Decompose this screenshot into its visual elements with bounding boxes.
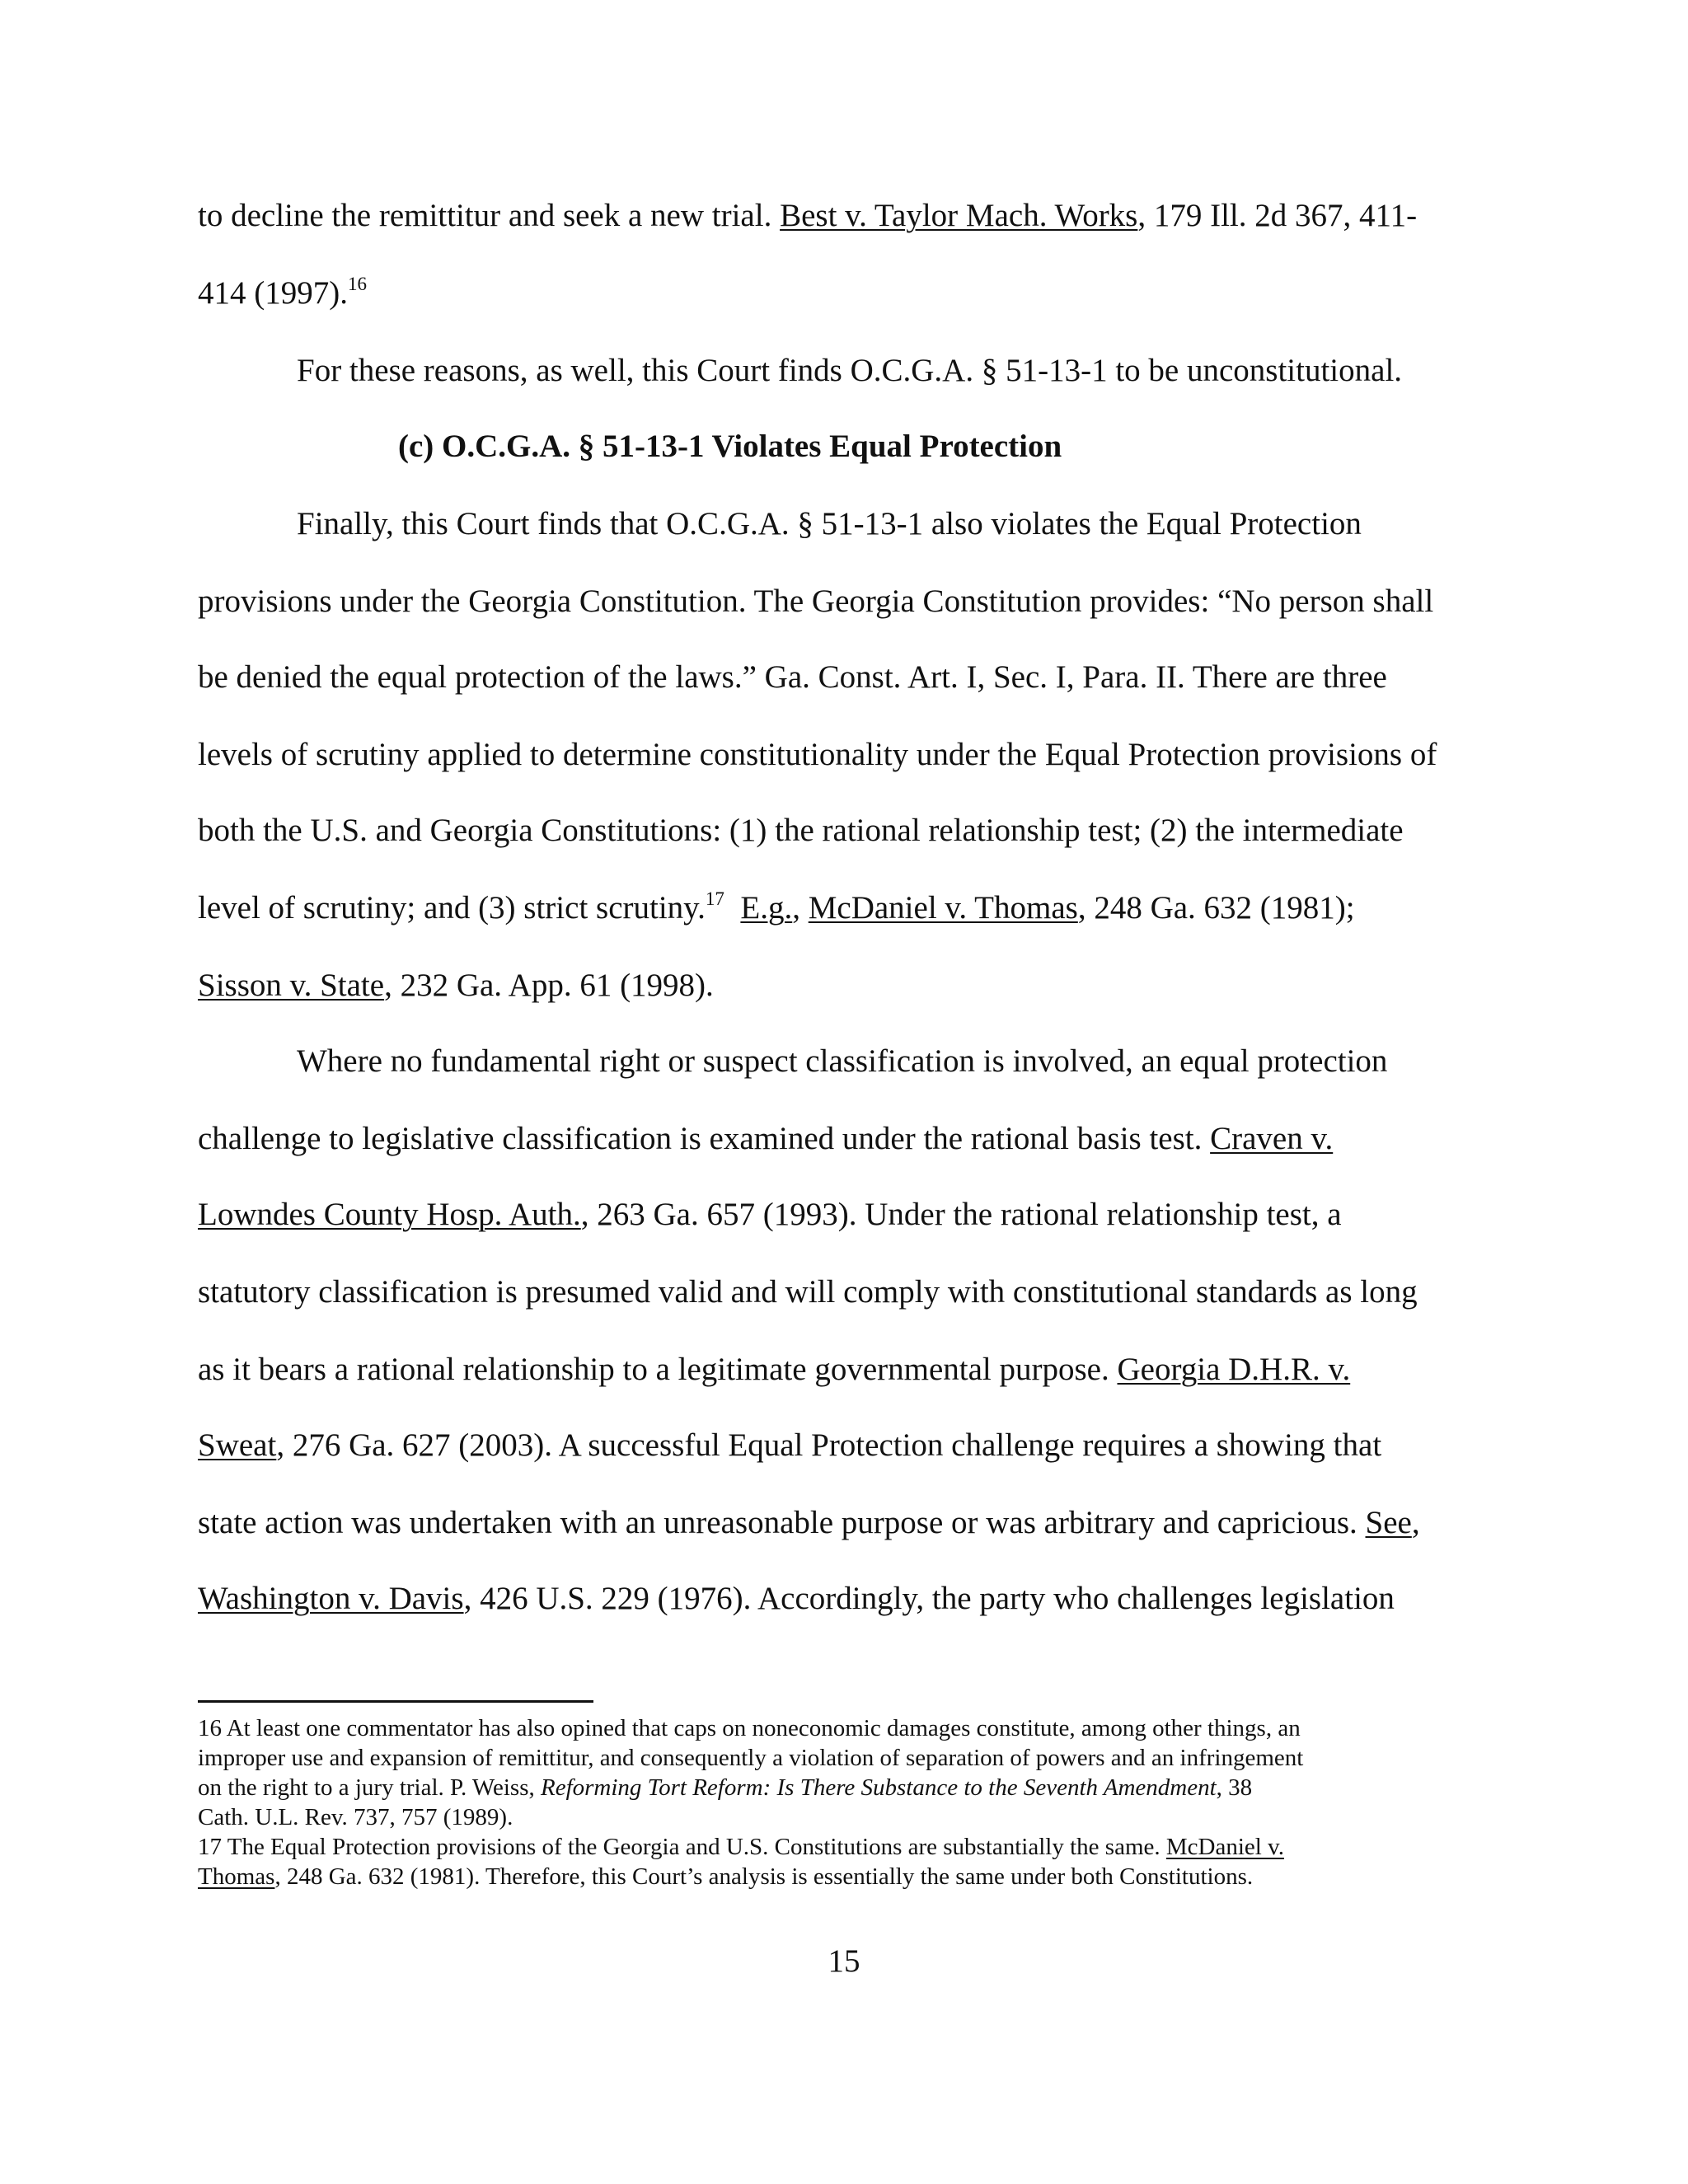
body-line bbox=[198, 966, 714, 1005]
text-run: state action was undertaken with an unreasonable purpose or was arbitrary and capricious. bbox=[198, 1505, 1366, 1540]
body-line bbox=[198, 1350, 1350, 1390]
body-line: Finally, this Court finds that O.C.G.A. § 51-13-1 also violates the Equal Protection bbox=[297, 506, 1362, 541]
body-line bbox=[198, 1195, 1342, 1235]
footnote-line: improper use and expansion of remittitur, and consequently a violation of separation of powers and an infringement bbox=[198, 1745, 1304, 1771]
footnote-line bbox=[198, 1863, 1253, 1891]
case-citation: Sweat bbox=[198, 1427, 277, 1463]
body-line bbox=[198, 1503, 1420, 1543]
text-run: on the right to a jury trial. P. Weiss, bbox=[198, 1774, 541, 1801]
body-line: Where no fundamental right or suspect classification is involved, an equal protection bbox=[297, 1043, 1388, 1079]
body-line bbox=[198, 1579, 1395, 1619]
section-heading: (c) O.C.G.A. § 51-13-1 Violates Equal Protection bbox=[398, 429, 1062, 464]
body-line bbox=[198, 1426, 1381, 1465]
text-run: , 248 Ga. 632 (1981); bbox=[1077, 890, 1355, 926]
text-run: , bbox=[792, 890, 809, 926]
footnote-line: Cath. U.L. Rev. 737, 757 (1989). bbox=[198, 1804, 513, 1830]
text-run: 17 The Equal Protection provisions of the Georgia and U.S. Constitutions are substantially the same. bbox=[198, 1834, 1166, 1860]
body-line bbox=[198, 274, 367, 313]
footnote-line: 16 At least one commentator has also opined that caps on noneconomic damages constitute, among other things, an bbox=[198, 1715, 1301, 1741]
case-citation: Best v. Taylor Mach. Works bbox=[780, 198, 1138, 233]
signal: E.g. bbox=[740, 890, 793, 926]
text-run: , 248 Ga. 632 (1981). Therefore, this Court’s analysis is essentially the same under both Constitutions. bbox=[274, 1863, 1254, 1890]
body-line: provisions under the Georgia Constitution. The Georgia Constitution provides: “No person shall bbox=[198, 583, 1434, 619]
footnote-line bbox=[198, 1833, 1284, 1861]
footnote-separator bbox=[198, 1700, 593, 1703]
case-citation: Thomas bbox=[198, 1863, 275, 1890]
body-line: levels of scrutiny applied to determine constitutionality under the Equal Protection provisions of bbox=[198, 737, 1437, 772]
case-citation: Georgia D.H.R. v. bbox=[1117, 1352, 1351, 1387]
case-citation: Lowndes County Hosp. Auth. bbox=[198, 1197, 581, 1232]
text-run: challenge to legislative classification is examined under the rational basis test. bbox=[198, 1121, 1211, 1156]
footnote-line bbox=[198, 1774, 1252, 1802]
case-citation: Craven v. bbox=[1210, 1121, 1334, 1156]
body-line bbox=[198, 196, 1417, 236]
body-line: both the U.S. and Georgia Constitutions: (1) the rational relationship test; (2) the intermediate bbox=[198, 813, 1404, 848]
text-run: as it bears a rational relationship to a legitimate governmental purpose. bbox=[198, 1352, 1118, 1387]
case-citation: Sisson v. State bbox=[198, 968, 385, 1003]
case-citation: McDaniel v. Thomas bbox=[808, 890, 1078, 926]
text-run: 414 (1997). bbox=[198, 275, 348, 311]
text-run: , 179 Ill. 2d 367, 411- bbox=[1137, 198, 1418, 233]
body-line: be denied the equal protection of the laws.” Ga. Const. Art. I, Sec. I, Para. II. There are three bbox=[198, 659, 1387, 695]
text-run: , 38 bbox=[1216, 1774, 1253, 1801]
text-run: , 276 Ga. 627 (2003). A successful Equal Protection challenge requires a showing that bbox=[276, 1427, 1382, 1463]
case-citation: Washington v. Davis bbox=[198, 1581, 464, 1616]
page-number: 15 bbox=[828, 1943, 860, 1979]
text-run: , bbox=[1411, 1505, 1420, 1540]
text-run: , 426 U.S. 229 (1976). Accordingly, the party who challenges legislation bbox=[463, 1581, 1395, 1616]
body-line: For these reasons, as well, this Court finds O.C.G.A. § 51-13-1 to be unconstitutional. bbox=[297, 353, 1403, 388]
article-title: Reforming Tort Reform: Is There Substance to the Seventh Amendment bbox=[540, 1774, 1217, 1801]
body-line bbox=[198, 888, 1355, 928]
text-run: , 263 Ga. 657 (1993). Under the rational relationship test, a bbox=[580, 1197, 1342, 1232]
case-citation: McDaniel v. bbox=[1165, 1834, 1284, 1860]
text-run: , 232 Ga. App. 61 (1998). bbox=[384, 968, 714, 1003]
footnote-ref: 17 bbox=[705, 888, 724, 909]
signal: See bbox=[1365, 1505, 1412, 1540]
body-line bbox=[198, 1119, 1333, 1159]
body-line: statutory classification is presumed valid and will comply with constitutional standards as long bbox=[198, 1274, 1418, 1310]
text-run: level of scrutiny; and (3) strict scrutiny. bbox=[198, 890, 706, 926]
text-run: to decline the remittitur and seek a new trial. bbox=[198, 198, 781, 233]
footnote-ref: 16 bbox=[347, 274, 367, 294]
